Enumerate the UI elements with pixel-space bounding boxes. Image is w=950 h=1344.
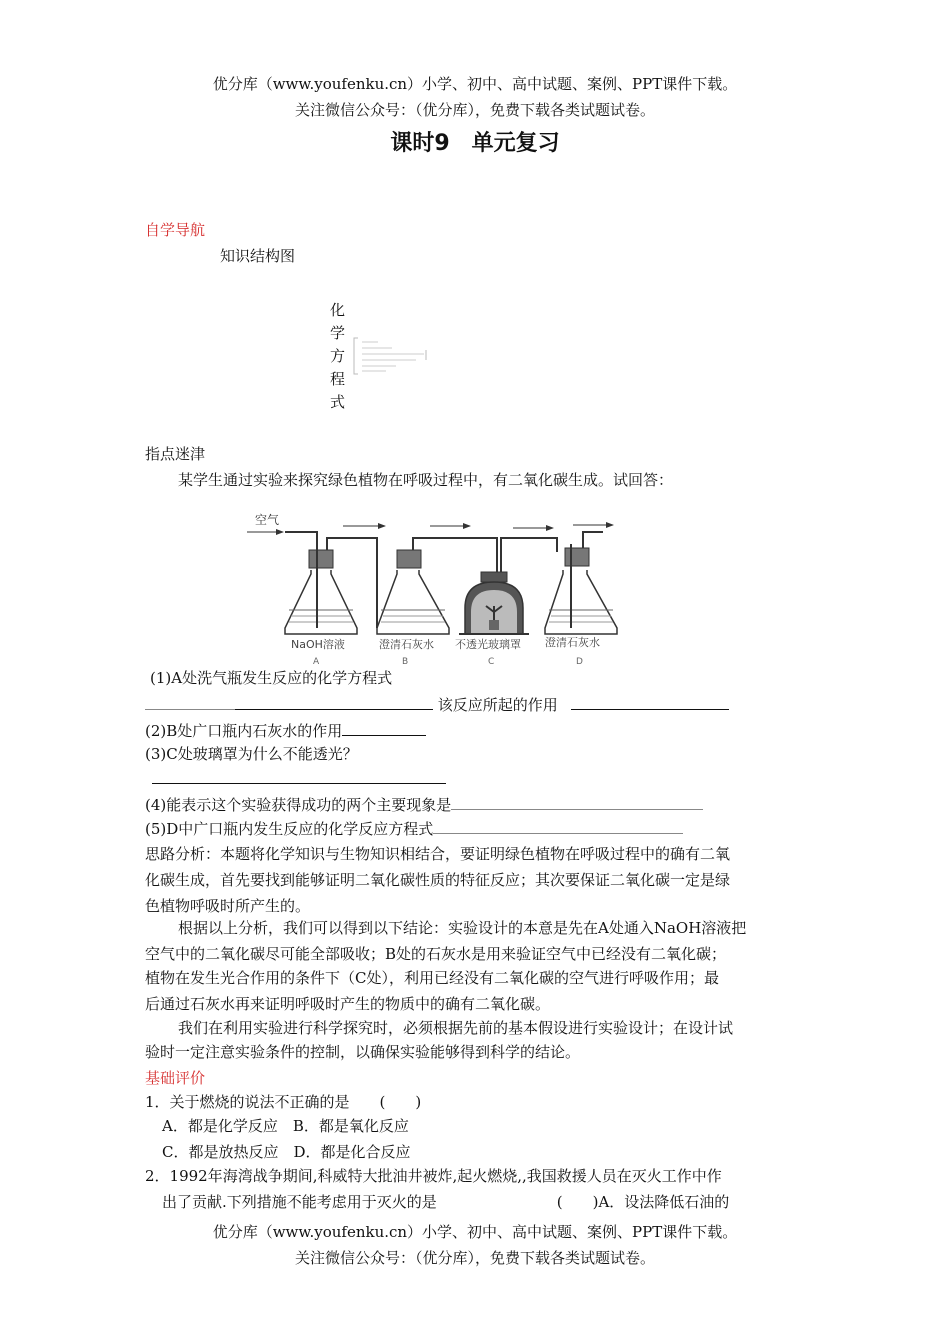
analysis-line: 思路分析：本题将化学知识与生物知识相结合，要证明绿色植物在呼吸过程中的确有二氧 bbox=[145, 845, 731, 863]
flask-label: 澄清石灰水 bbox=[379, 638, 434, 651]
question-3-line bbox=[152, 768, 446, 789]
remark-line: 我们在利用实验进行科学探究时，必须根据先前的基本假设进行实验设计；在设计试 bbox=[178, 1019, 734, 1037]
flask-label: 不透光玻璃罩 bbox=[455, 638, 521, 651]
mc-question-2: 出了贡献.下列措施不能考虑用于灭火的是 ( )A．设法降低石油的 bbox=[162, 1193, 730, 1211]
diagram-char: 化 bbox=[330, 301, 346, 319]
mc-question-1: 1．关于燃烧的说法不正确的是 ( ) bbox=[145, 1093, 422, 1111]
diagram-char: 式 bbox=[330, 393, 346, 411]
answer-blank[interactable] bbox=[451, 794, 703, 810]
diagram-char: 程 bbox=[330, 370, 346, 388]
flask-letter: C bbox=[488, 657, 495, 667]
question-1: (1)A处洗气瓶发生反应的化学方程式 bbox=[150, 669, 393, 687]
flask-a bbox=[285, 532, 377, 634]
conclusion-line: 空气中的二氧化碳尽可能全部吸收；B处的石灰水是用来验证空气中已经没有二氧化碳； bbox=[145, 945, 727, 963]
answer-blank[interactable] bbox=[342, 720, 426, 736]
question-1b-label: 该反应所起的作用 bbox=[437, 696, 558, 714]
mc-question-1-options: A．都是化学反应 B．都是氧化反应 bbox=[162, 1117, 409, 1135]
intro-paragraph: 某学生通过实验来探究绿色植物在呼吸过程中，有二氧化碳生成。试回答： bbox=[178, 471, 674, 489]
footer-line-2: 关注微信公众号：（优分库），免费下载各类试题试卷。 bbox=[294, 1249, 655, 1267]
mc-question-1-options: C．都是放热反应 D．都是化合反应 bbox=[162, 1143, 411, 1161]
flask-letter: B bbox=[402, 657, 409, 667]
section-heading-basic: 基础评价 bbox=[145, 1069, 206, 1087]
answer-blank[interactable] bbox=[145, 694, 235, 710]
air-label: 空气 bbox=[255, 513, 280, 527]
question-1-line bbox=[145, 694, 729, 715]
footer-line-1: 优分库（www.youfenku.cn）小学、初中、高中试题、案例、PPT课件下载。 bbox=[212, 1223, 738, 1241]
flask-d bbox=[545, 532, 617, 634]
answer-blank[interactable] bbox=[571, 694, 729, 710]
diagram-bracket bbox=[352, 336, 432, 378]
section-heading-guide: 指点迷津 bbox=[145, 445, 206, 463]
diagram-char: 方 bbox=[330, 347, 346, 365]
experiment-apparatus-figure bbox=[245, 508, 635, 670]
conclusion-line: 根据以上分析，我们可以得到以下结论：实验设计的本意是先在A处通入NaOH溶液把 bbox=[178, 919, 747, 937]
analysis-line: 化碳生成，首先要找到能够证明二氧化碳性质的特征反应；其次要保证二氧化碳一定是绿 bbox=[145, 871, 731, 889]
question-2-label: (2)B处广口瓶内石灰水的作用 bbox=[145, 722, 343, 740]
analysis-line: 色植物呼吸时所产生的。 bbox=[145, 897, 311, 915]
answer-blank[interactable] bbox=[433, 818, 683, 834]
conclusion-line: 后通过石灰水再来证明呼吸时产生的物质中的确有二氧化碳。 bbox=[145, 995, 551, 1013]
diagram-char: 学 bbox=[330, 324, 346, 342]
question-5-label: (5)D中广口瓶内发生反应的化学反应方程式 bbox=[145, 820, 434, 838]
answer-blank[interactable] bbox=[152, 768, 446, 784]
question-4 bbox=[145, 794, 703, 815]
question-4-label: (4)能表示这个实验获得成功的两个主要现象是 bbox=[145, 796, 452, 814]
knowledge-map-label: 知识结构图 bbox=[220, 247, 296, 265]
question-5 bbox=[145, 818, 683, 839]
flask-label: NaOH溶液 bbox=[291, 638, 345, 651]
answer-blank[interactable] bbox=[235, 694, 433, 710]
mc-question-2: 2．1992年海湾战争期间,科威特大批油井被炸,起火燃烧,,我国救援人员在灭火工作中作 bbox=[145, 1167, 722, 1185]
remark-line: 验时一定注意实验条件的控制，以确保实验能够得到科学的结论。 bbox=[145, 1043, 581, 1061]
header-line-1: 优分库（www.youfenku.cn）小学、初中、高中试题、案例、PPT课件下载。 bbox=[212, 75, 738, 93]
question-3: (3)C处玻璃罩为什么不能透光？ bbox=[145, 745, 358, 763]
bell-jar-c bbox=[459, 538, 557, 634]
page-title: 课时9 单元复习 bbox=[390, 131, 560, 156]
header-line-2: 关注微信公众号：（优分库），免费下载各类试题试卷。 bbox=[294, 101, 655, 119]
conclusion-line: 植物在发生光合作用的条件下（C处），利用已经没有二氧化碳的空气进行呼吸作用；最 bbox=[145, 969, 719, 987]
flask-label: 澄清石灰水 bbox=[545, 636, 600, 649]
flask-letter: D bbox=[576, 657, 583, 667]
question-2 bbox=[145, 720, 426, 741]
flask-letter: A bbox=[313, 657, 320, 667]
section-heading-self-study: 自学导航 bbox=[145, 221, 206, 239]
